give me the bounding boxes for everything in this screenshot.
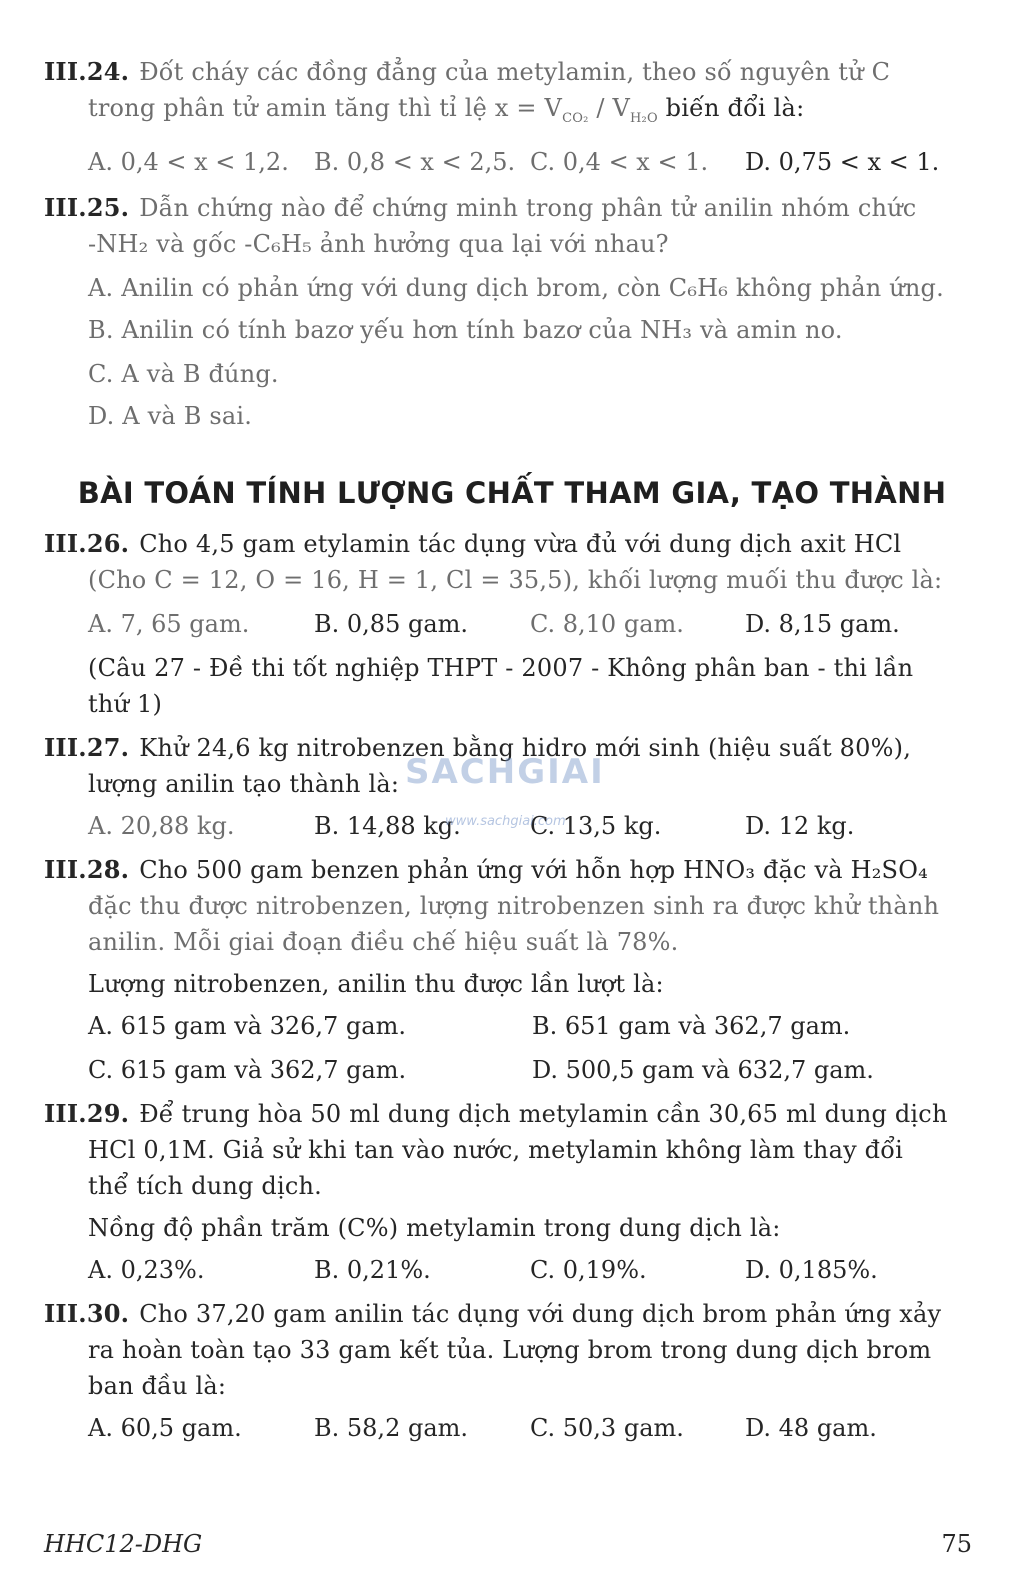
question-text: Để trung hòa 50 ml dung dịch metylamin cần 30,65 ml dung dịch xyxy=(139,1100,948,1128)
watermark xyxy=(405,752,625,829)
question-28-line2: đặc thu được nitrobenzen, lượng nitrobenzen sinh ra được khử thành xyxy=(88,892,940,920)
answer-option: D. 500,5 gam và 632,7 gam. xyxy=(532,1056,874,1084)
answer-option: A. 615 gam và 326,7 gam. xyxy=(88,1012,406,1040)
answer-option: A. Anilin có phản ứng với dung dịch brom, còn C₆H₆ không phản ứng. xyxy=(88,274,944,302)
question-28-line4: Lượng nitrobenzen, anilin thu được lần lượt là: xyxy=(88,970,664,998)
answer-option: D. A và B sai. xyxy=(88,402,253,430)
question-30-line2: ra hoàn toàn tạo 33 gam kết tủa. Lượng brom trong dung dịch brom xyxy=(88,1336,932,1364)
question-text: trong phân tử amin tăng thì tỉ lệ x = V xyxy=(88,94,563,122)
answer-option: D. 0,75 < x < 1. xyxy=(745,148,940,176)
answer-option: A. 0,4 < x < 1,2. xyxy=(88,148,289,176)
question-29-line4: Nồng độ phần trăm (C%) metylamin trong dung dịch là: xyxy=(88,1214,781,1242)
question-number: III.24. xyxy=(44,57,130,86)
page-number: 75 xyxy=(941,1530,972,1558)
answer-option: A. 20,88 kg. xyxy=(88,812,235,840)
answer-option: B. 651 gam và 362,7 gam. xyxy=(532,1012,851,1040)
question-text: Cho 4,5 gam etylamin tác dụng vừa đủ với dung dịch axit HCl xyxy=(139,530,902,558)
question-26-line1 xyxy=(44,528,984,560)
subscript: CO₂ xyxy=(562,110,589,126)
answer-option: B. 0,8 < x < 2,5. xyxy=(314,148,516,176)
answer-option: C. 615 gam và 362,7 gam. xyxy=(88,1056,407,1084)
question-27-line2: lượng anilin tạo thành là: xyxy=(88,770,400,798)
answer-option: C. 0,4 < x < 1. xyxy=(530,148,709,176)
question-number: III.30. xyxy=(44,1299,130,1328)
question-number: III.27. xyxy=(44,733,130,762)
answer-option: D. 8,15 gam. xyxy=(745,610,900,638)
watermark-logo: SACHGIAI xyxy=(405,752,605,792)
question-30-line1 xyxy=(44,1298,984,1330)
answer-option: D. 0,185%. xyxy=(745,1256,878,1284)
answer-option: D. 12 kg. xyxy=(745,812,855,840)
question-25-line1 xyxy=(44,192,984,224)
section-heading: BÀI TOÁN TÍNH LƯỢNG CHẤT THAM GIA, TẠO THÀNH xyxy=(77,476,947,510)
question-26-line2: (Cho C = 12, O = 16, H = 1, Cl = 35,5), khối lượng muối thu được là: xyxy=(88,566,943,594)
question-text: / V xyxy=(588,94,630,122)
watermark-url: www.sachgiai.com xyxy=(445,814,566,829)
question-text: Dẫn chứng nào để chứng minh trong phân tử anilin nhóm chức xyxy=(139,194,917,222)
answer-option: A. 7, 65 gam. xyxy=(88,610,250,638)
answer-option: C. 0,19%. xyxy=(530,1256,647,1284)
question-text: biến đổi là: xyxy=(657,94,805,122)
question-text: Cho 37,20 gam anilin tác dụng với dung dịch brom phản ứng xảy xyxy=(139,1300,942,1328)
question-24-line1 xyxy=(44,56,984,88)
question-number: III.26. xyxy=(44,529,130,558)
answer-option: B. 0,85 gam. xyxy=(314,610,469,638)
question-number: III.28. xyxy=(44,855,130,884)
answer-option: A. 60,5 gam. xyxy=(88,1414,242,1442)
source-note: thứ 1) xyxy=(88,690,163,718)
answer-option: C. 50,3 gam. xyxy=(530,1414,684,1442)
answer-option: A. 0,23%. xyxy=(88,1256,205,1284)
question-28-line3: anilin. Mỗi giai đoạn điều chế hiệu suất là 78%. xyxy=(88,928,679,956)
footer-book-code: HHC12-DHG xyxy=(44,1530,203,1558)
question-29-line3: thể tích dung dịch. xyxy=(88,1172,322,1200)
question-text: Cho 500 gam benzen phản ứng với hỗn hợp HNO₃ đặc và H₂SO₄ xyxy=(139,856,928,884)
question-number: III.25. xyxy=(44,193,130,222)
source-note: (Câu 27 - Đề thi tốt nghiệp THPT - 2007 - Không phân ban - thi lần xyxy=(88,654,914,682)
question-24-line2 xyxy=(88,92,984,135)
subscript: H₂O xyxy=(630,110,658,126)
answer-option: B. 14,88 kg. xyxy=(314,812,461,840)
question-25-line2: -NH₂ và gốc -C₆H₅ ảnh hưởng qua lại với nhau? xyxy=(88,230,669,258)
answer-option: C. 13,5 kg. xyxy=(530,812,662,840)
answer-option: B. Anilin có tính bazơ yếu hơn tính bazơ của NH₃ và amin no. xyxy=(88,316,843,344)
question-30-line3: ban đầu là: xyxy=(88,1372,227,1400)
answer-option: D. 48 gam. xyxy=(745,1414,877,1442)
question-29-line1 xyxy=(44,1098,984,1130)
question-text: Đốt cháy các đồng đẳng của metylamin, theo số nguyên tử C xyxy=(139,58,891,86)
question-29-line2: HCl 0,1M. Giả sử khi tan vào nước, metylamin không làm thay đổi xyxy=(88,1136,903,1164)
question-number: III.29. xyxy=(44,1099,130,1128)
question-28-line1 xyxy=(44,854,984,886)
answer-option: C. 8,10 gam. xyxy=(530,610,684,638)
answer-option: C. A và B đúng. xyxy=(88,360,279,388)
answer-option: B. 0,21%. xyxy=(314,1256,431,1284)
question-text: Khử 24,6 kg nitrobenzen bằng hidro mới sinh (hiệu suất 80%), xyxy=(139,734,912,762)
answer-option: B. 58,2 gam. xyxy=(314,1414,469,1442)
